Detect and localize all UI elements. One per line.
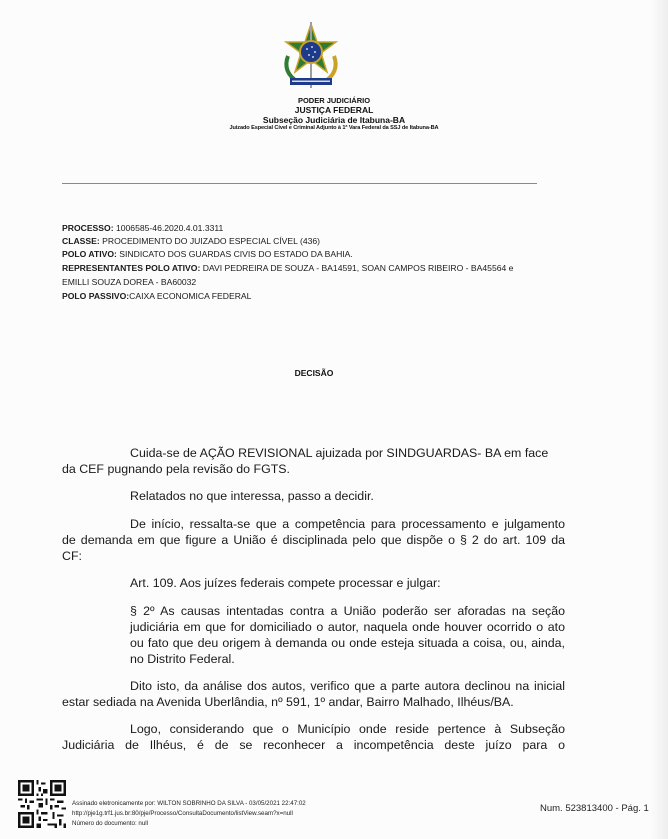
- paragraph-3-text-2: de demanda em que figure a União é disciplinada pelo que dispõe o § 2 do art. 109 da: [62, 533, 565, 547]
- document-title: DECISÃO: [294, 368, 334, 378]
- classe-row: [62, 235, 320, 248]
- header-line-3: Subseção Judiciária de Itabuna-BA: [262, 115, 406, 125]
- footer-signed: Assinado eletronicamente por: WILTON SOBRINHO DA SILVA - 03/05/2021 22:47:02: [72, 800, 306, 807]
- polo-ativo-value: SINDICATO DOS GUARDAS CIVIS DO ESTADO DA BAHIA.: [119, 249, 353, 259]
- processo-row: [62, 222, 223, 235]
- paragraph-5-line-1: [130, 722, 565, 738]
- processo-label: PROCESSO:: [62, 223, 114, 233]
- quote-2-line-2: [130, 620, 565, 636]
- qr-code-icon: [18, 780, 66, 828]
- paragraph-3-line-1: [130, 517, 565, 533]
- representantes-row-2: [62, 276, 196, 289]
- paragraph-4-text-1: Dito isto, da análise dos autos, verifico que a parte autora declinou na inicial: [130, 679, 565, 693]
- representantes-row: [62, 262, 513, 275]
- quote-1-line-1: Art. 109. Aos juízes federais compete processar e julgar:: [130, 576, 441, 590]
- header-line-1: PODER JUDICIÁRIO: [297, 96, 371, 105]
- paragraph-4-line-1: [130, 679, 565, 695]
- quote-2-text-1: § 2º As causas intentadas contra a União poderão ser aforadas na seção: [130, 604, 565, 618]
- paragraph-3-line-2: [62, 533, 565, 549]
- polo-passivo-row: [62, 290, 251, 303]
- processo-value: 1006585-46.2020.4.01.3311: [115, 223, 224, 233]
- classe-label: CLASSE:: [62, 236, 100, 246]
- paragraph-1-line-1: Cuida-se de AÇÃO REVISIONAL ajuizada por SINDGUARDAS- BA em face: [130, 446, 549, 460]
- polo-ativo-label: POLO ATIVO:: [62, 249, 117, 259]
- paragraph-5-text-1: Logo, considerando que o Município onde reside pertence à Subseção: [130, 722, 565, 736]
- quote-2-line-4: no Distrito Federal.: [130, 652, 235, 666]
- polo-ativo-row: [62, 248, 353, 261]
- representantes-value: DAVI PEDREIRA DE SOUZA - BA14591, SOAN CAMPOS RIBEIRO - BA45564 e: [202, 263, 514, 273]
- header-divider: [62, 183, 537, 184]
- paragraph-5-line-2: [62, 738, 565, 754]
- polo-passivo-label: POLO PASSIVO:: [62, 291, 130, 301]
- quote-2-text-2: judiciária em que for domiciliado o autor, naquela onde houver ocorrido o ato: [130, 620, 565, 634]
- quote-2-line-1: [130, 604, 565, 620]
- paragraph-3-text-1: De início, ressalta-se que a competência para processamento e julgamento: [130, 517, 565, 531]
- footer-doc-number: Número do documento: null: [72, 820, 149, 827]
- paragraph-5-text-2: Judiciária de Ilhéus, é de se reconhecer a incompetência deste juízo para o: [62, 738, 565, 752]
- coat-of-arms-icon: [276, 22, 346, 92]
- paragraph-1-line-2: da CEF pugnando pela revisão do FGTS.: [62, 462, 290, 476]
- paragraph-2-line-1: Relatados no que interessa, passo a decidir.: [130, 489, 374, 503]
- representantes-value-2: EMILLI SOUZA DOREA - BA60032: [62, 277, 197, 287]
- polo-passivo-value: CAIXA ECONOMICA FEDERAL: [129, 291, 252, 301]
- header-line-4: Juizado Especial Cível e Criminal Adjunto à 1ª Vara Federal da SSJ de Itabuna-BA: [229, 125, 439, 131]
- header-line-2: JUSTIÇA FEDERAL: [294, 105, 374, 115]
- quote-2-text-3: ou fato que deu origem à demanda ou onde esteja situada a coisa, ou, ainda,: [130, 636, 565, 650]
- classe-value: PROCEDIMENTO DO JUIZADO ESPECIAL CÍVEL (436): [102, 236, 321, 246]
- footer-url[interactable]: http://pje1g.trf1.jus.br:80/pje/Processo/ConsultaDocumento/listView.seam?x=null: [72, 810, 293, 817]
- paragraph-4-line-2: estar sediada na Avenida Uberlândia, nº 591, 1º andar, Bairro Malhado, Ilhéus/BA.: [62, 695, 514, 709]
- representantes-label: REPRESENTANTES POLO ATIVO:: [62, 263, 201, 273]
- quote-2-line-3: [130, 636, 565, 652]
- paragraph-3-line-3: CF:: [62, 549, 82, 563]
- page-number: Num. 523813400 - Pág. 1: [540, 803, 649, 814]
